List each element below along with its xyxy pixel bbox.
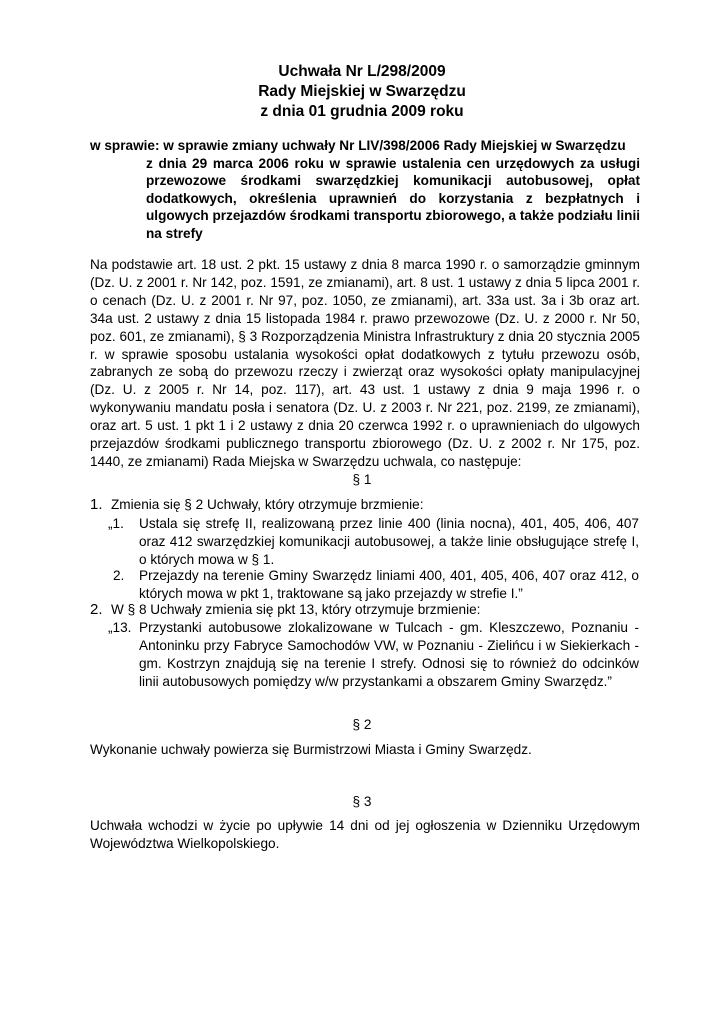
item-1-subitem-2-text: Przejazdy na terenie Gminy Swarzędz liniami 400, 401, 405, 406, 407 oraz 412, o których mowa w pkt 1, traktowane są jako przejazdy w strefie I.”	[139, 568, 639, 601]
item-1-subitem-1-number: „1.	[108, 516, 124, 531]
document-title-date: z dnia 01 grudnia 2009 roku	[260, 103, 464, 120]
item-1-number: 1.	[90, 496, 103, 513]
subject-prefix: w sprawie: w sprawie zmiany uchwały Nr LIV/398/2006 Rady Miejskiej w Swarzędzu	[90, 138, 626, 153]
subject-block	[90, 137, 640, 242]
item-1-subitem-1-text: Ustala się strefę II, realizowaną przez linie 400 (linia nocna), 401, 405, 406, 407 oraz 412 swarzędzkiej komunikacji autobusowej, a także linie obsługujące strefę I, o których mowa w § 1.	[139, 516, 639, 567]
section-3-heading: § 3	[352, 794, 372, 809]
item-1-subitem-2-number: 2.	[113, 568, 125, 583]
section-3-text: Uchwała wchodzi w życie po upływie 14 dni od jej ogłoszenia w Dzienniku Urzędowym Województwa Wielkopolskiego.	[90, 818, 640, 851]
subject-text: z dnia 29 marca 2006 roku w sprawie ustalenia cen urzędowych za usługi przewozowe środkami swarzędzkiej komunikacji autobusowej, opłat dodatkowych, określenia uprawnień do korzystania z bezpłatnych i ulgowych przejazdów środkami transportu zbiorowego, a także podziału linii na strefy	[146, 155, 640, 241]
item-1-text: Zmienia się § 2 Uchwały, który otrzymuje brzmienie:	[111, 497, 424, 512]
section-2-heading: § 2	[352, 717, 372, 732]
item-2-subitem-1-text: Przystanki autobusowe zlokalizowane w Tulcach - gm. Kleszczewo, Poznaniu - Antoninku przy Fabryce Samochodów VW, w Poznaniu - Zielińcu i w Siekierkach - gm. Kostrzyn znajdują się na terenie I strefy. Odnosi się to również do odcinków linii autobusowych pomiędzy w/w przystankami a obszarem Gminy Swarzędz.”	[139, 620, 639, 689]
document-title-council: Rady Miejskiej w Swarzędzu	[258, 83, 466, 100]
document-title-number: Uchwała Nr L/298/2009	[278, 63, 446, 80]
item-2-subitem-1-number: „13.	[108, 620, 132, 635]
item-2-text: W § 8 Uchwały zmienia się pkt 13, który otrzymuje brzmienie:	[111, 602, 481, 617]
section-2-text: Wykonanie uchwały powierza się Burmistrzowi Miasta i Gminy Swarzędz.	[90, 742, 532, 757]
item-2-number: 2.	[90, 601, 103, 618]
section-1-heading: § 1	[352, 472, 372, 487]
preamble: Na podstawie art. 18 ust. 2 pkt. 15 ustawy z dnia 8 marca 1990 r. o samorządzie gminnym (Dz. U. z 2001 r. Nr 142, poz. 1591, ze zmianami), art. 8 ust. 1 ustawy z dnia 5 lipca 2001 r. o cenach (Dz. U. z 2001 r. Nr 97, poz. 1050, ze zmianami), art. 33a ust. 3a i 3b oraz art. 34a ust. 2 ustawy z dnia 15 listopada 1984 r. prawo przewozowe (Dz. U. z 2000 r. Nr 50, poz. 601, ze zmianami), § 3 Rozporządzenia Ministra Infrastruktury z dnia 20 stycznia 2005 r. w sprawie sposobu ustalania wysokości opłat dodatkowych z tytułu przewozu osób, zabranych ze sobą do przewozu rzeczy i zwierząt oraz wysokości opłaty manipulacyjnej (Dz. U. z 2005 r. Nr 14, poz. 117), art. 43 ust. 1 ustawy z dnia 9 maja 1996 r. o wykonywaniu mandatu posła i senatora (Dz. U. z 2003 r. Nr 221, poz. 2199, ze zmianami), oraz art. 5 ust. 1 pkt 1 i 2 ustawy z dnia 20 czerwca 1992 r. o uprawnieniach do ulgowych przejazdów środkami publicznego transportu zbiorowego (Dz. U. z 2002 r. Nr 175, poz. 1440, ze zmianami) Rada Miejska w Swarzędzu uchwala, co następuje:	[90, 257, 640, 469]
